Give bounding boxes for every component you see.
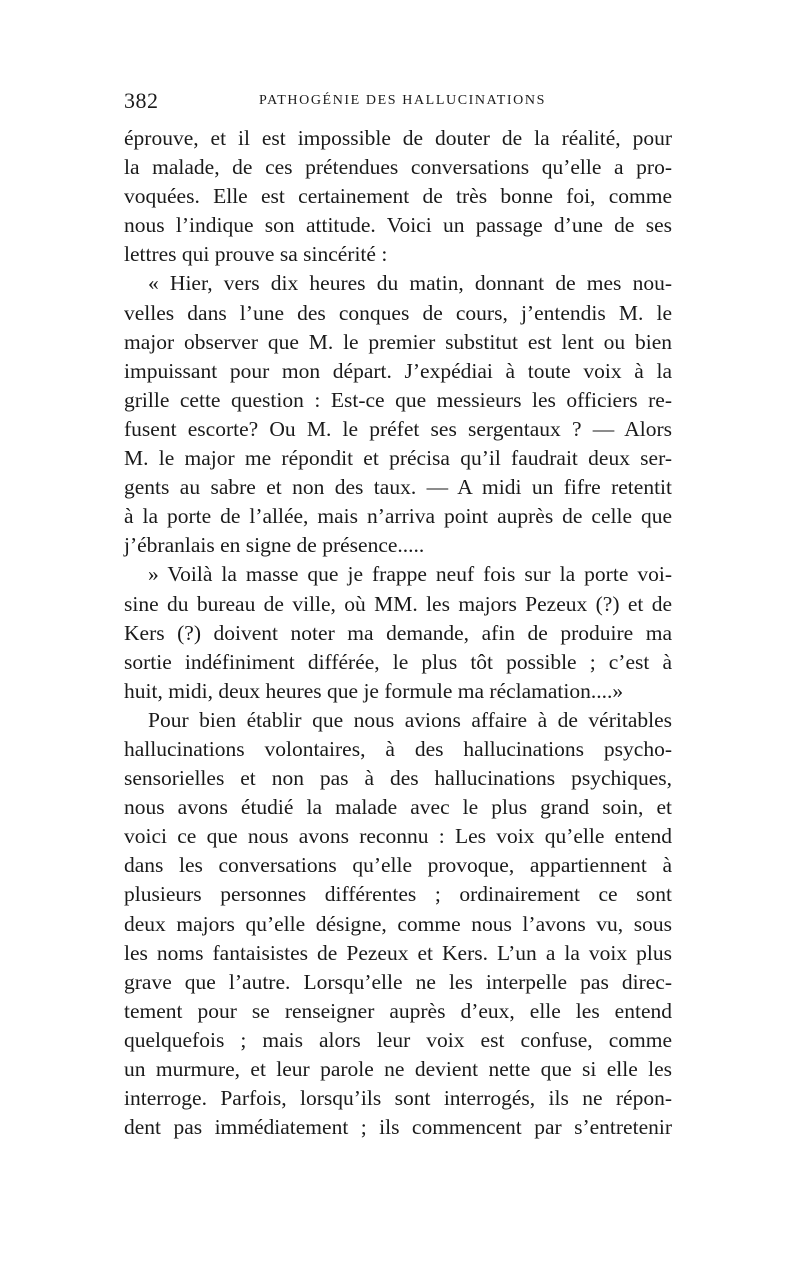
text-line: deux majors qu’elle désigne, comme nous l’avons vu, sous <box>124 911 672 936</box>
text-line: voquées. Elle est certainement de très bonne foi, comme <box>124 184 672 209</box>
text-line: les noms fantaisistes de Pezeux et Kers. L’un a la voix plus <box>124 940 672 965</box>
text-line: nous l’indique son attitude. Voici un passage d’une de ses <box>124 213 672 238</box>
text-line: à la porte de l’allée, mais n’arriva point auprès de celle que <box>124 504 672 529</box>
text-line: voici ce que nous avons reconnu : Les voix qu’elle entend <box>124 824 672 849</box>
text-line: « Hier, vers dix heures du matin, donnant de mes nou- <box>148 271 672 296</box>
text-line: M. le major me répondit et précisa qu’il faudrait deux ser- <box>124 446 672 471</box>
running-title: PATHOGÉNIE DES HALLUCINATIONS <box>259 93 546 108</box>
text-line: tement pour se renseigner auprès d’eux, elle les entend <box>124 998 672 1023</box>
text-line: impuissant pour mon départ. J’expédiai à toute voix à la <box>124 358 672 383</box>
text-line: major observer que M. le premier substitut est lent ou bien <box>124 329 672 354</box>
body-text <box>124 124 672 1142</box>
text-line: dent pas immédiatement ; ils commencent par s’entretenir <box>124 1115 672 1140</box>
page-number: 382 <box>124 88 159 113</box>
text-line: fusent escorte? Ou M. le préfet ses sergentaux ? — Alors <box>124 416 672 441</box>
text-line: éprouve, et il est impossible de douter de la réalité, pour <box>124 126 672 150</box>
text-line: hallucinations volontaires, à des hallucinations psycho- <box>124 736 672 761</box>
text-line: gents au sabre et non des taux. — A midi un fifre retentit <box>124 475 672 500</box>
text-line: grille cette question : Est-ce que messieurs les officiers re- <box>124 387 672 412</box>
text-line: interroge. Parfois, lorsqu’ils sont interrogés, ils ne répon- <box>124 1086 672 1111</box>
text-line: plusieurs personnes différentes ; ordinairement ce sont <box>124 882 672 907</box>
text-line: dans les conversations qu’elle provoque, appartiennent à <box>124 853 672 878</box>
text-line: Pour bien établir que nous avions affaire à de véritables <box>148 707 672 732</box>
text-line: la malade, de ces prétendues conversations qu’elle a pro- <box>124 155 672 180</box>
text-line: un murmure, et leur parole ne devient nette que si elle les <box>124 1057 672 1081</box>
running-head <box>124 88 672 118</box>
text-line: sortie indéfiniment différée, le plus tôt possible ; c’est à <box>124 649 672 674</box>
text-line: grave que l’autre. Lorsqu’elle ne les interpelle pas direc- <box>124 969 672 994</box>
text-line: velles dans l’une des conques de cours, j’entendis M. le <box>124 300 672 325</box>
text-line: lettres qui prouve sa sincérité : <box>124 242 388 267</box>
text-line: sensorielles et non pas à des hallucinations psychiques, <box>124 766 672 791</box>
text-line: Kers (?) doivent noter ma demande, afin de produire ma <box>124 620 672 645</box>
text-line: nous avons étudié la malade avec le plus grand soin, et <box>124 795 672 820</box>
text-line: sine du bureau de ville, où MM. les majors Pezeux (?) et de <box>124 591 672 616</box>
text-line: quelquefois ; mais alors leur voix est confuse, comme <box>124 1027 672 1052</box>
text-line: j’ébranlais en signe de présence..... <box>124 533 425 558</box>
text-line: huit, midi, deux heures que je formule ma réclamation....» <box>124 678 624 703</box>
text-line: » Voilà la masse que je frappe neuf fois sur la porte voi- <box>148 562 672 587</box>
